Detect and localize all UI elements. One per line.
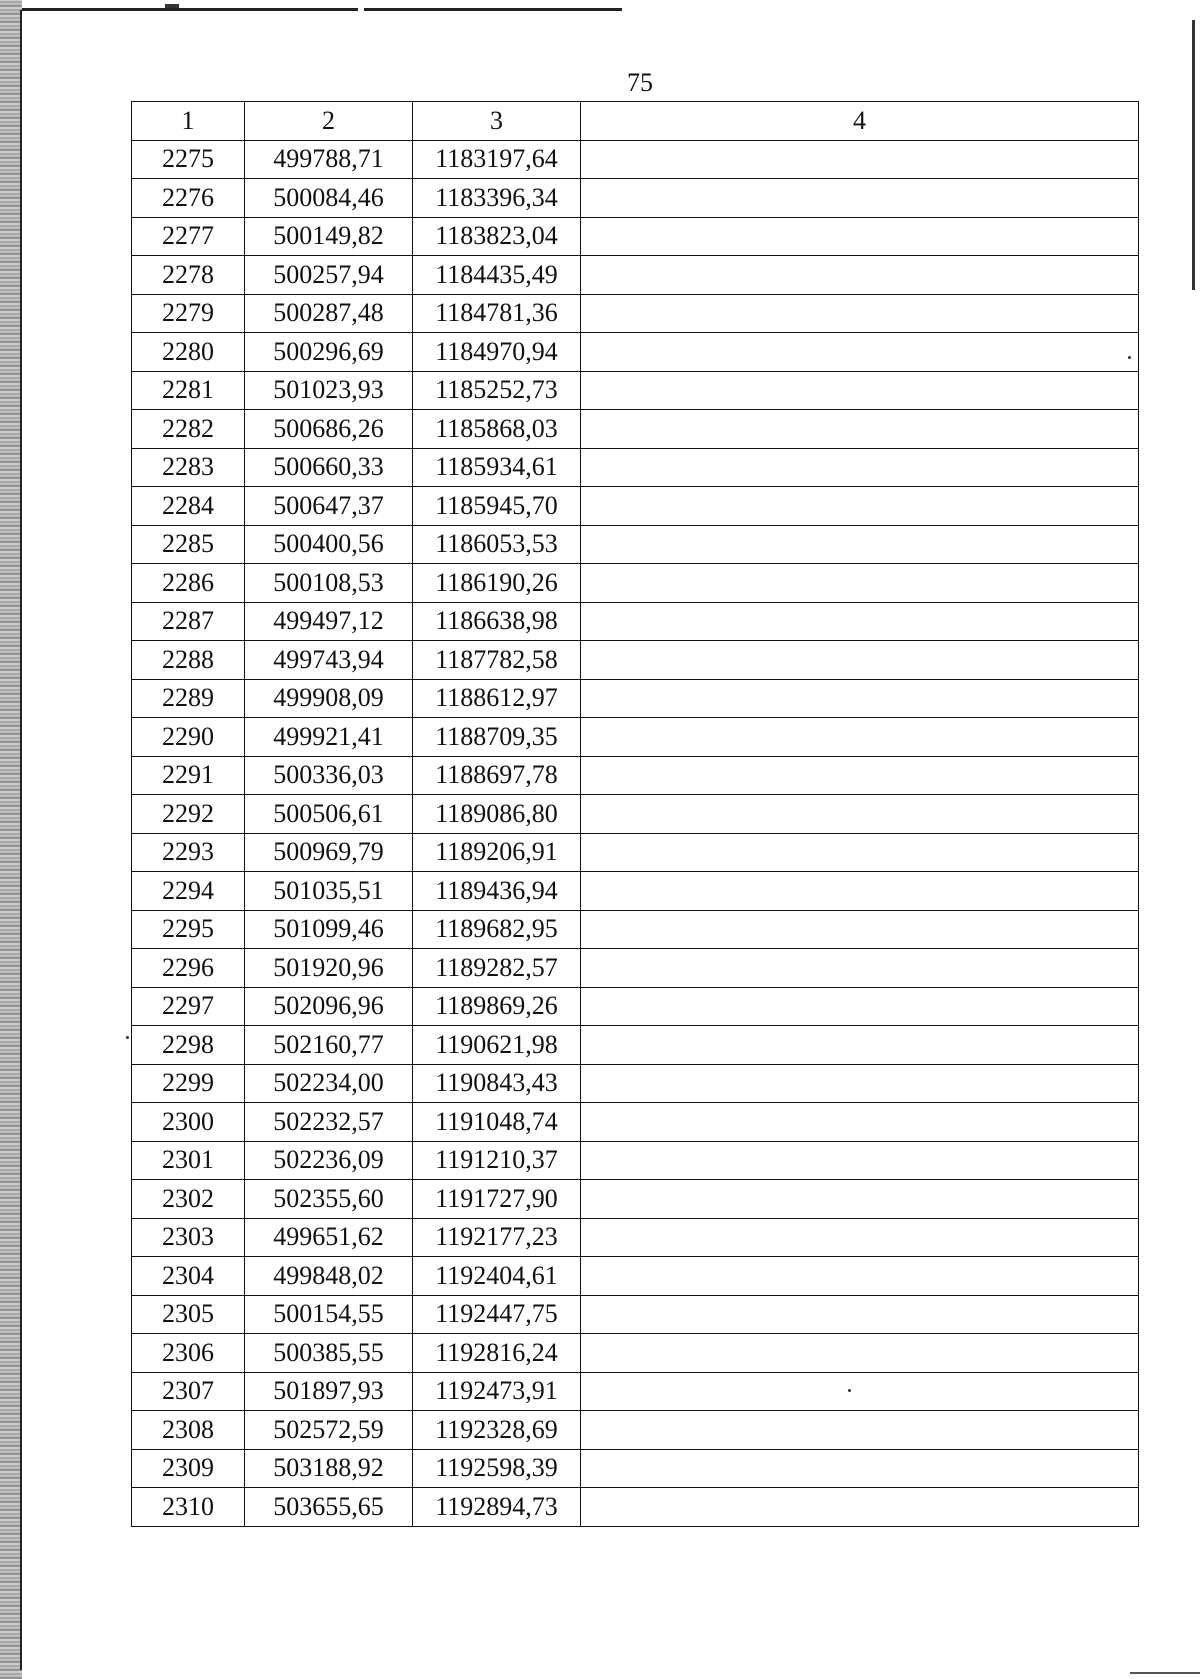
point-number-cell: 2305 bbox=[132, 1295, 245, 1334]
table-row bbox=[132, 987, 1139, 1026]
table-row bbox=[132, 371, 1139, 410]
note-cell bbox=[581, 448, 1139, 487]
coordinate-y-cell: 1191048,74 bbox=[413, 1103, 581, 1142]
coordinate-x-cell: 500296,69 bbox=[245, 333, 413, 372]
point-number-cell: 2291 bbox=[132, 756, 245, 795]
point-number-cell: 2309 bbox=[132, 1449, 245, 1488]
coordinate-x-cell: 502355,60 bbox=[245, 1180, 413, 1219]
coordinate-y-cell: 1189282,57 bbox=[413, 949, 581, 988]
point-number-cell: 2278 bbox=[132, 256, 245, 295]
point-number-cell: 2287 bbox=[132, 602, 245, 641]
table-row bbox=[132, 795, 1139, 834]
table-row bbox=[132, 1064, 1139, 1103]
coordinate-y-cell: 1184435,49 bbox=[413, 256, 581, 295]
coordinate-y-cell: 1186053,53 bbox=[413, 525, 581, 564]
coordinate-y-cell: 1183396,34 bbox=[413, 179, 581, 218]
coordinate-y-cell: 1191727,90 bbox=[413, 1180, 581, 1219]
point-number-cell: 2300 bbox=[132, 1103, 245, 1142]
coordinate-y-cell: 1186638,98 bbox=[413, 602, 581, 641]
note-cell bbox=[581, 949, 1139, 988]
note-cell bbox=[581, 294, 1139, 333]
coordinate-x-cell: 499651,62 bbox=[245, 1218, 413, 1257]
coordinate-y-cell: 1189086,80 bbox=[413, 795, 581, 834]
coordinate-x-cell: 499743,94 bbox=[245, 641, 413, 680]
table-body bbox=[132, 140, 1139, 1526]
coordinate-x-cell: 500336,03 bbox=[245, 756, 413, 795]
note-cell bbox=[581, 256, 1139, 295]
table-row bbox=[132, 256, 1139, 295]
coordinate-x-cell: 500647,37 bbox=[245, 487, 413, 526]
point-number-cell: 2280 bbox=[132, 333, 245, 372]
coordinate-x-cell: 500686,26 bbox=[245, 410, 413, 449]
header-cell-4: 4 bbox=[581, 102, 1139, 141]
table-row bbox=[132, 949, 1139, 988]
note-cell bbox=[581, 564, 1139, 603]
table-row bbox=[132, 1488, 1139, 1527]
coordinate-y-cell: 1184970,94 bbox=[413, 333, 581, 372]
table-row bbox=[132, 641, 1139, 680]
note-cell bbox=[581, 1103, 1139, 1142]
header-cell-3: 3 bbox=[413, 102, 581, 141]
table-row bbox=[132, 1334, 1139, 1373]
point-number-cell: 2306 bbox=[132, 1334, 245, 1373]
coordinate-x-cell: 499788,71 bbox=[245, 140, 413, 179]
table-row bbox=[132, 1411, 1139, 1450]
coordinate-y-cell: 1189206,91 bbox=[413, 833, 581, 872]
coordinate-x-cell: 500385,55 bbox=[245, 1334, 413, 1373]
coordinate-x-cell: 499848,02 bbox=[245, 1257, 413, 1296]
table-row bbox=[132, 1449, 1139, 1488]
note-cell bbox=[581, 795, 1139, 834]
coordinate-x-cell: 501023,93 bbox=[245, 371, 413, 410]
coordinate-x-cell: 501035,51 bbox=[245, 872, 413, 911]
point-number-cell: 2301 bbox=[132, 1141, 245, 1180]
note-cell bbox=[581, 371, 1139, 410]
note-cell bbox=[581, 410, 1139, 449]
coordinate-x-cell: 500149,82 bbox=[245, 217, 413, 256]
coordinate-y-cell: 1192404,61 bbox=[413, 1257, 581, 1296]
scan-left-border bbox=[20, 10, 22, 1670]
point-number-cell: 2296 bbox=[132, 949, 245, 988]
scan-left-edge bbox=[0, 0, 22, 1679]
coordinate-y-cell: 1183823,04 bbox=[413, 217, 581, 256]
note-cell bbox=[581, 1141, 1139, 1180]
table-row bbox=[132, 1180, 1139, 1219]
scan-bottom-edge bbox=[1130, 1672, 1200, 1674]
note-cell bbox=[581, 1334, 1139, 1373]
point-number-cell: 2277 bbox=[132, 217, 245, 256]
coordinate-y-cell: 1188709,35 bbox=[413, 718, 581, 757]
note-cell bbox=[581, 1064, 1139, 1103]
table-row bbox=[132, 1103, 1139, 1142]
coordinate-y-cell: 1184781,36 bbox=[413, 294, 581, 333]
coordinate-y-cell: 1186190,26 bbox=[413, 564, 581, 603]
coordinate-x-cell: 501099,46 bbox=[245, 910, 413, 949]
point-number-cell: 2292 bbox=[132, 795, 245, 834]
point-number-cell: 2275 bbox=[132, 140, 245, 179]
table-row bbox=[132, 756, 1139, 795]
coordinate-x-cell: 500154,55 bbox=[245, 1295, 413, 1334]
point-number-cell: 2295 bbox=[132, 910, 245, 949]
coordinate-y-cell: 1191210,37 bbox=[413, 1141, 581, 1180]
note-cell bbox=[581, 872, 1139, 911]
point-number-cell: 2281 bbox=[132, 371, 245, 410]
note-cell bbox=[581, 525, 1139, 564]
coordinate-x-cell: 500506,61 bbox=[245, 795, 413, 834]
coordinate-y-cell: 1192473,91 bbox=[413, 1372, 581, 1411]
coordinate-y-cell: 1192328,69 bbox=[413, 1411, 581, 1450]
table-row bbox=[132, 525, 1139, 564]
point-number-cell: 2284 bbox=[132, 487, 245, 526]
coordinate-y-cell: 1185945,70 bbox=[413, 487, 581, 526]
coordinate-y-cell: 1189682,95 bbox=[413, 910, 581, 949]
coordinate-x-cell: 501897,93 bbox=[245, 1372, 413, 1411]
note-cell bbox=[581, 1295, 1139, 1334]
table-row bbox=[132, 679, 1139, 718]
table-row bbox=[132, 564, 1139, 603]
point-number-cell: 2288 bbox=[132, 641, 245, 680]
table-row bbox=[132, 179, 1139, 218]
coordinate-x-cell: 503655,65 bbox=[245, 1488, 413, 1527]
coordinate-x-cell: 502572,59 bbox=[245, 1411, 413, 1450]
note-cell bbox=[581, 487, 1139, 526]
note-cell bbox=[581, 333, 1139, 372]
coordinate-y-cell: 1185934,61 bbox=[413, 448, 581, 487]
point-number-cell: 2302 bbox=[132, 1180, 245, 1219]
scan-top-mark bbox=[165, 4, 179, 8]
coordinate-x-cell: 500108,53 bbox=[245, 564, 413, 603]
note-cell bbox=[581, 1372, 1139, 1411]
coordinate-y-cell: 1188697,78 bbox=[413, 756, 581, 795]
table-row bbox=[132, 1372, 1139, 1411]
coordinate-y-cell: 1190621,98 bbox=[413, 1026, 581, 1065]
note-cell bbox=[581, 1449, 1139, 1488]
table-row bbox=[132, 833, 1139, 872]
coordinate-x-cell: 502232,57 bbox=[245, 1103, 413, 1142]
note-cell bbox=[581, 641, 1139, 680]
point-number-cell: 2290 bbox=[132, 718, 245, 757]
table-row bbox=[132, 872, 1139, 911]
coordinate-y-cell: 1183197,64 bbox=[413, 140, 581, 179]
coordinate-y-cell: 1192894,73 bbox=[413, 1488, 581, 1527]
coordinate-x-cell: 499921,41 bbox=[245, 718, 413, 757]
note-cell bbox=[581, 679, 1139, 718]
note-cell bbox=[581, 718, 1139, 757]
coordinate-y-cell: 1187782,58 bbox=[413, 641, 581, 680]
coordinate-y-cell: 1189869,26 bbox=[413, 987, 581, 1026]
point-number-cell: 2279 bbox=[132, 294, 245, 333]
point-number-cell: 2307 bbox=[132, 1372, 245, 1411]
coordinate-x-cell: 500969,79 bbox=[245, 833, 413, 872]
coordinate-x-cell: 500660,33 bbox=[245, 448, 413, 487]
table-row bbox=[132, 1141, 1139, 1180]
coordinate-x-cell: 500084,46 bbox=[245, 179, 413, 218]
scan-top-line-gap bbox=[358, 8, 364, 11]
coordinate-x-cell: 502096,96 bbox=[245, 987, 413, 1026]
scan-right-edge bbox=[1192, 20, 1195, 290]
coordinate-x-cell: 500287,48 bbox=[245, 294, 413, 333]
note-cell bbox=[581, 1180, 1139, 1219]
coordinate-y-cell: 1192447,75 bbox=[413, 1295, 581, 1334]
coordinate-x-cell: 499908,09 bbox=[245, 679, 413, 718]
coordinate-x-cell: 502234,00 bbox=[245, 1064, 413, 1103]
point-number-cell: 2285 bbox=[132, 525, 245, 564]
point-number-cell: 2293 bbox=[132, 833, 245, 872]
point-number-cell: 2299 bbox=[132, 1064, 245, 1103]
point-number-cell: 2276 bbox=[132, 179, 245, 218]
table-row bbox=[132, 1218, 1139, 1257]
point-number-cell: 2304 bbox=[132, 1257, 245, 1296]
note-cell bbox=[581, 756, 1139, 795]
note-cell bbox=[581, 217, 1139, 256]
coordinate-x-cell: 502160,77 bbox=[245, 1026, 413, 1065]
note-cell bbox=[581, 1026, 1139, 1065]
note-cell bbox=[581, 179, 1139, 218]
coordinate-x-cell: 499497,12 bbox=[245, 602, 413, 641]
table-row bbox=[132, 140, 1139, 179]
coordinate-x-cell: 503188,92 bbox=[245, 1449, 413, 1488]
point-number-cell: 2289 bbox=[132, 679, 245, 718]
header-cell-1: 1 bbox=[132, 102, 245, 141]
point-number-cell: 2286 bbox=[132, 564, 245, 603]
point-number-cell: 2298 bbox=[132, 1026, 245, 1065]
table-row bbox=[132, 1257, 1139, 1296]
header-cell-2: 2 bbox=[245, 102, 413, 141]
note-cell bbox=[581, 910, 1139, 949]
point-number-cell: 2297 bbox=[132, 987, 245, 1026]
scan-speck bbox=[126, 1036, 129, 1039]
table-row bbox=[132, 910, 1139, 949]
note-cell bbox=[581, 602, 1139, 641]
point-number-cell: 2283 bbox=[132, 448, 245, 487]
note-cell bbox=[581, 833, 1139, 872]
page-number: 75 bbox=[627, 68, 653, 97]
note-cell bbox=[581, 987, 1139, 1026]
coordinate-x-cell: 502236,09 bbox=[245, 1141, 413, 1180]
point-number-cell: 2303 bbox=[132, 1218, 245, 1257]
coordinate-y-cell: 1188612,97 bbox=[413, 679, 581, 718]
coordinate-y-cell: 1185868,03 bbox=[413, 410, 581, 449]
note-cell bbox=[581, 1218, 1139, 1257]
coordinate-y-cell: 1190843,43 bbox=[413, 1064, 581, 1103]
coordinate-x-cell: 501920,96 bbox=[245, 949, 413, 988]
table-row bbox=[132, 718, 1139, 757]
note-cell bbox=[581, 1257, 1139, 1296]
point-number-cell: 2308 bbox=[132, 1411, 245, 1450]
table-row bbox=[132, 294, 1139, 333]
coordinates-table bbox=[131, 101, 1139, 1527]
table-row bbox=[132, 602, 1139, 641]
coordinate-x-cell: 500257,94 bbox=[245, 256, 413, 295]
note-cell bbox=[581, 1411, 1139, 1450]
table-row bbox=[132, 1026, 1139, 1065]
table-row bbox=[132, 410, 1139, 449]
header-row bbox=[132, 102, 1139, 141]
table-row bbox=[132, 448, 1139, 487]
coordinate-y-cell: 1192598,39 bbox=[413, 1449, 581, 1488]
table-row bbox=[132, 1295, 1139, 1334]
point-number-cell: 2294 bbox=[132, 872, 245, 911]
scan-top-line bbox=[22, 8, 622, 11]
coordinate-y-cell: 1185252,73 bbox=[413, 371, 581, 410]
note-cell bbox=[581, 140, 1139, 179]
note-cell bbox=[581, 1488, 1139, 1527]
point-number-cell: 2282 bbox=[132, 410, 245, 449]
coordinate-y-cell: 1189436,94 bbox=[413, 872, 581, 911]
point-number-cell: 2310 bbox=[132, 1488, 245, 1527]
table-row bbox=[132, 217, 1139, 256]
coordinate-y-cell: 1192816,24 bbox=[413, 1334, 581, 1373]
table-row bbox=[132, 487, 1139, 526]
coordinate-y-cell: 1192177,23 bbox=[413, 1218, 581, 1257]
coordinate-x-cell: 500400,56 bbox=[245, 525, 413, 564]
table-row bbox=[132, 333, 1139, 372]
